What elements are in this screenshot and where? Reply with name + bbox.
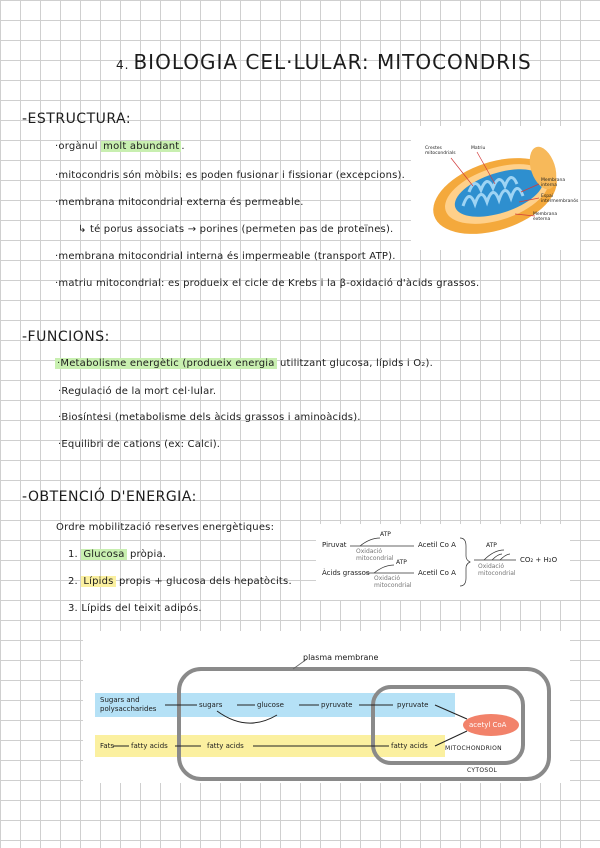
oxid-label-3: Oxidació: [478, 563, 505, 570]
label-line: Sugars and: [100, 696, 140, 704]
energia-item-1: [68, 549, 166, 560]
oxid-label-1: Oxidació: [356, 548, 383, 555]
sugars-label: sugars: [199, 701, 223, 709]
funcions-item-1: [55, 358, 433, 369]
item-text: utilitzant glucosa, lípids i O₂).: [276, 358, 433, 369]
acetil-label-1: Acetil Co A: [418, 541, 456, 549]
atp-label-1: ATP: [380, 531, 391, 538]
item-number: 3.: [68, 603, 78, 614]
title-number: 4.: [116, 58, 130, 72]
cytosol-label: CYTOSOL: [467, 767, 498, 774]
energia-item-3: [68, 603, 202, 614]
highlight: Glucosa: [83, 549, 125, 560]
acids-label: Àcids grassos: [322, 569, 370, 577]
estructura-item-6: ·matriu mitocondrial: es produeix el cicle de Krebs i la β-oxidació d'àcids grassos.: [55, 278, 480, 289]
estructura-item-5: ·membrana mitocondrial interna és impermeable (transport ATP).: [55, 251, 396, 262]
estructura-item-2: ·mitocondris són mòbils: es poden fusionar i fissionar (excepcions).: [55, 170, 405, 181]
pyruvate-mito-label: pyruvate: [397, 701, 429, 709]
mitochondrion-label: MITOCHONDRION: [445, 745, 502, 752]
acetyl-coa-label: acetyl CoA: [469, 721, 507, 729]
label-espai: Espai intermembranós: [541, 194, 579, 204]
mitochondrion-illustration: [411, 126, 580, 250]
highlight: Lípids: [83, 576, 114, 587]
sugars-polysaccharides-label: [100, 696, 156, 714]
item-number: 2.: [68, 576, 78, 587]
cell-metabolism-figure: [83, 631, 570, 783]
item-text: pròpia.: [126, 549, 167, 560]
item-text: propis + glucosa dels hepatòcits.: [115, 576, 292, 587]
estructura-item-3: ·membrana mitocondrial externa és permeable.: [55, 197, 304, 208]
section-heading-funcions: -FUNCIONS:: [22, 329, 110, 345]
plasma-membrane-label: plasma membrane: [303, 653, 379, 662]
item-number: 1.: [68, 549, 78, 560]
item-text: Lípids del teixit adipós.: [81, 603, 202, 614]
label-membrana-interna: Membrana interna: [541, 178, 566, 188]
pathway-figure: [316, 524, 570, 600]
highlight: ·Metabolisme energètic (produeix energia: [57, 358, 275, 369]
title-text: BIOLOGIA CEL·LULAR: MITOCONDRIS: [133, 50, 532, 74]
mito-label-3: mitocondrial: [478, 570, 516, 577]
funcions-item-3: ·Biosíntesi (metabolisme dels àcids grassos i aminoàcids).: [58, 412, 361, 423]
highlight: molt abundant: [103, 141, 180, 152]
fatty-acids-label-2: fatty acids: [207, 742, 244, 750]
page-title: [116, 50, 532, 74]
acetil-label-2: Acetil Co A: [418, 569, 456, 577]
mito-label-2: mitocondrial: [374, 582, 412, 589]
atp-label-2: ATP: [396, 559, 407, 566]
estructura-item-4: ↳ té porus associats → porines (permeten pas de proteïnes).: [78, 224, 394, 235]
fatty-acids-label-3: fatty acids: [391, 742, 428, 750]
label-line: polysaccharides: [100, 705, 157, 713]
estructura-item-1: [55, 141, 185, 152]
funcions-item-2: ·Regulació de la mort cel·lular.: [58, 386, 217, 397]
item-text: ·orgànul: [55, 141, 102, 152]
mito-label-1: mitocondrial: [356, 555, 394, 562]
mitochondrion-figure: [411, 126, 580, 250]
energia-intro: Ordre mobilització reserves energètiques:: [56, 522, 275, 533]
oxid-label-2: Oxidació: [374, 575, 401, 582]
glucose-label: glucose: [257, 701, 284, 709]
section-heading-estructura: -ESTRUCTURA:: [22, 111, 132, 127]
fats-label: Fats: [100, 742, 115, 750]
section-heading-energia: -OBTENCIÓ D'ENERGIA:: [22, 489, 197, 505]
funcions-item-4: ·Equilibri de cations (ex: Calci).: [58, 439, 221, 450]
atp-label-3: ATP: [486, 542, 497, 549]
label-crestes: Crestes mitocondrials: [425, 146, 456, 156]
fatty-acids-label-1: fatty acids: [131, 742, 168, 750]
item-text: .: [181, 141, 185, 152]
co2-label: CO₂ + H₂O: [520, 556, 558, 564]
label-matriu: Matriu: [471, 146, 486, 151]
energia-item-2: [68, 576, 292, 587]
piruvat-label: Piruvat: [322, 541, 347, 549]
label-membrana-externa: Membrana externa: [533, 212, 558, 222]
pyruvate-label: pyruvate: [321, 701, 353, 709]
